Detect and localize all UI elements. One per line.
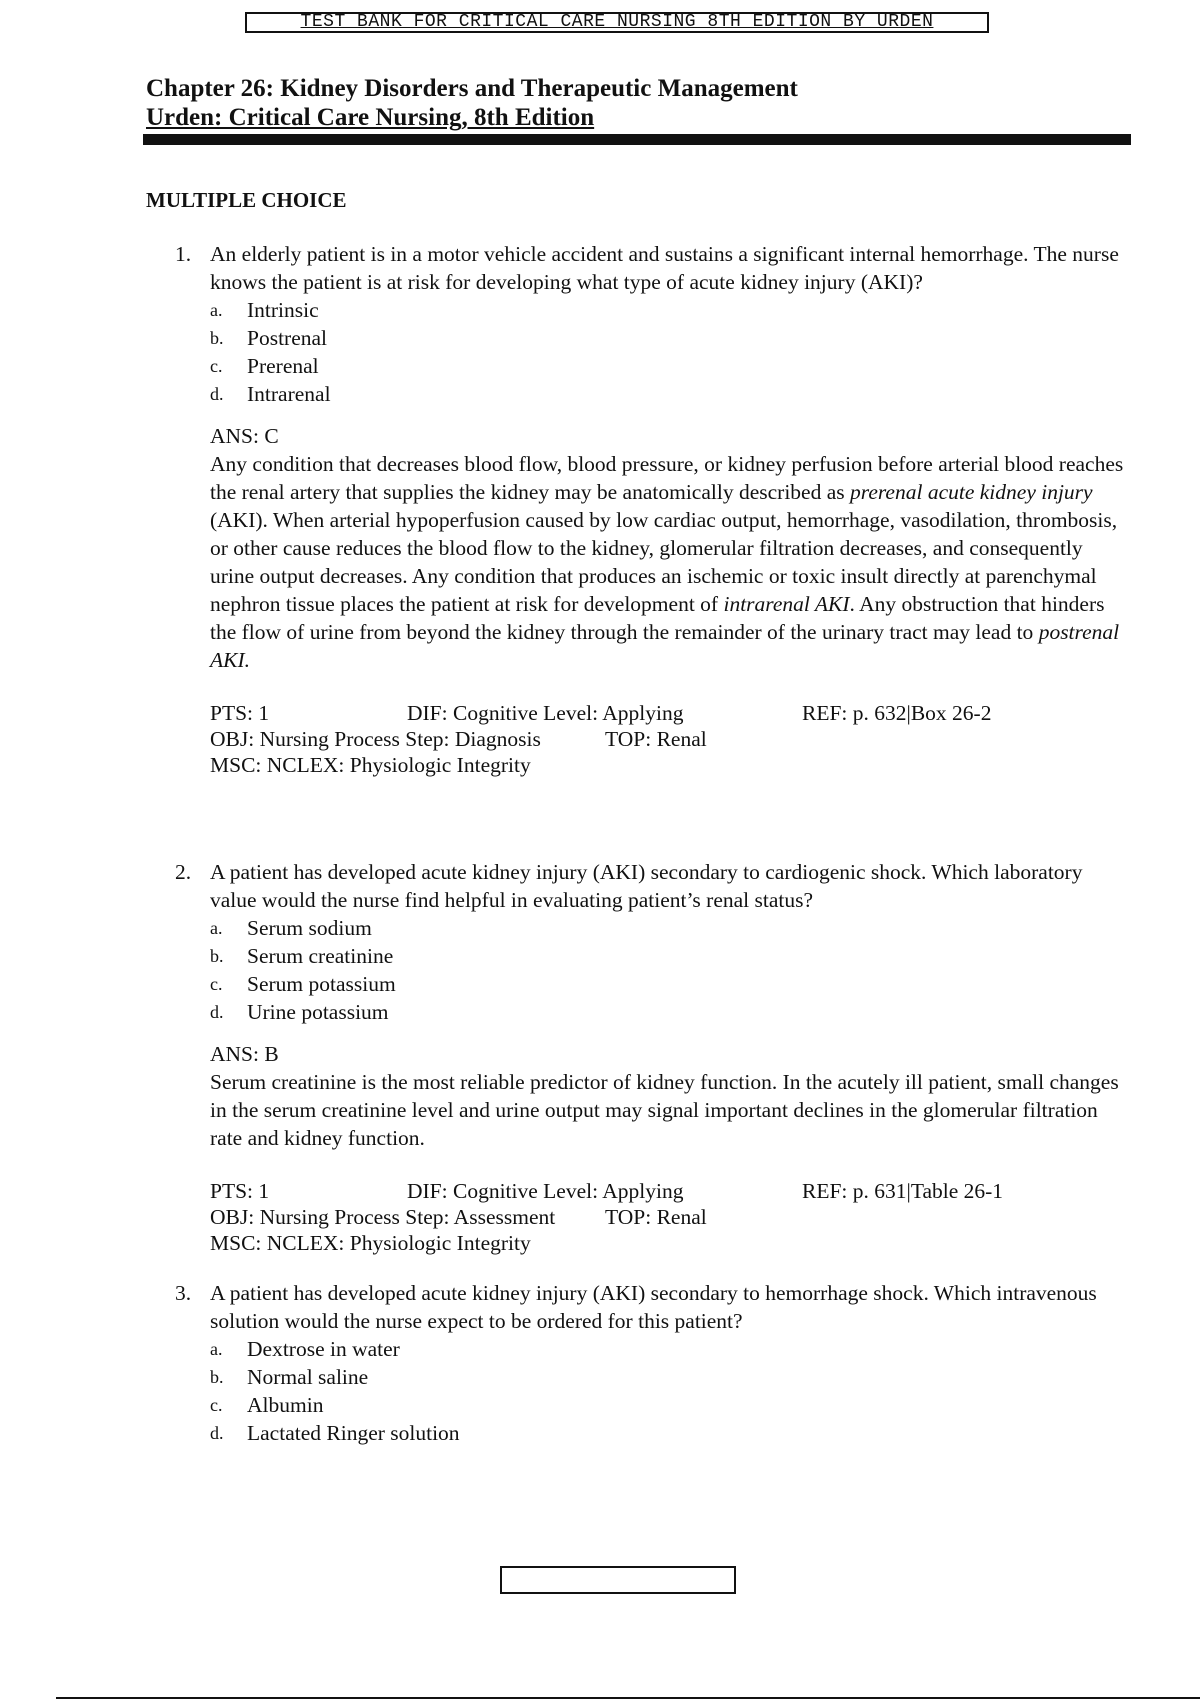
- question-metadata: [210, 1178, 1125, 1256]
- meta-pts: PTS: 1: [210, 1179, 270, 1203]
- option-letter: c.: [210, 356, 223, 376]
- option-letter: b.: [210, 328, 224, 348]
- question-metadata: [210, 700, 1125, 778]
- answer-key: ANS: C: [210, 424, 279, 448]
- question-2: [175, 858, 1125, 1256]
- option-letter: c.: [210, 1395, 223, 1415]
- answer-key: ANS: B: [210, 1042, 279, 1066]
- option-text: Albumin: [247, 1393, 324, 1417]
- option-text: Intrinsic: [247, 298, 319, 322]
- footer-rule: [56, 1697, 1200, 1699]
- chapter-title: Chapter 26: Kidney Disorders and Therapeutic Management: [146, 75, 798, 102]
- option-text: Urine potassium: [247, 1000, 389, 1024]
- answer-option: [210, 296, 1125, 324]
- answer-option: [210, 324, 1125, 352]
- option-text: Serum sodium: [247, 916, 372, 940]
- meta-msc: MSC: NCLEX: Physiologic Integrity: [210, 753, 531, 777]
- meta-top: TOP: Renal: [605, 1205, 707, 1229]
- answer-option: [210, 998, 1125, 1026]
- rationale: Any condition that decreases blood flow, blood pressure, or kidney perfusion before arterial blood reaches the renal artery that supplies the kidney may be anatomically described as prerenal acute kidney injury (AKI). When arterial hypoperfusion caused by low cardiac output, hemorrhage, vasodilation, thrombosis, or other cause reduces the blood flow to the kidney, glomerular filtration decreases, and consequently urine output decreases. Any condition that produces an ischemic or toxic insult directly at parenchymal nephron tissue places the patient at risk for development of intrarenal AKI. Any obstruction that hinders the flow of urine from beyond the kidney through the remainder of the urinary tract may lead to postrenal AKI.: [210, 452, 1124, 672]
- section-title: MULTIPLE CHOICE: [146, 188, 347, 212]
- meta-obj: OBJ: Nursing Process Step: Assessment: [210, 1205, 556, 1229]
- question-stem: An elderly patient is in a motor vehicle accident and sustains a significant internal hemorrhage. The nurse knows the patient is at risk for developing what type of acute kidney injury (AKI)?: [210, 242, 1119, 294]
- meta-dif: DIF: Cognitive Level: Applying: [407, 1179, 684, 1203]
- book-title: Urden: Critical Care Nursing, 8th Edition: [146, 104, 595, 131]
- question-3: [175, 1279, 1125, 1447]
- meta-ref: REF: p. 631|Table 26-1: [802, 1179, 1004, 1203]
- option-text: Lactated Ringer solution: [247, 1421, 460, 1445]
- option-text: Postrenal: [247, 326, 328, 350]
- option-text: Normal saline: [247, 1365, 369, 1389]
- answer-option: [210, 942, 1125, 970]
- answer-option: [210, 1335, 1125, 1363]
- question-1: [175, 240, 1125, 778]
- option-letter: a.: [210, 300, 223, 320]
- option-letter: a.: [210, 918, 223, 938]
- option-letter: b.: [210, 946, 224, 966]
- option-text: Dextrose in water: [247, 1337, 400, 1361]
- meta-pts: PTS: 1: [210, 701, 270, 725]
- answer-option: [210, 1419, 1125, 1447]
- option-text: Serum creatinine: [247, 944, 394, 968]
- footer-box: [500, 1566, 736, 1594]
- option-letter: d.: [210, 384, 224, 404]
- chapter-header: [146, 74, 798, 132]
- answer-option: [210, 1363, 1125, 1391]
- answer-option: [210, 352, 1125, 380]
- document-banner: TEST BANK FOR CRITICAL CARE NURSING 8TH EDITION BY URDEN: [245, 12, 989, 33]
- option-text: Intrarenal: [247, 382, 331, 406]
- rationale: Serum creatinine is the most reliable predictor of kidney function. In the acutely ill patient, small changes in the serum creatinine level and urine output may signal important declines in the glomerular filtration rate and kidney function.: [210, 1070, 1119, 1150]
- option-text: Serum potassium: [247, 972, 396, 996]
- question-number: 3.: [175, 1281, 192, 1305]
- question-stem: A patient has developed acute kidney injury (AKI) secondary to hemorrhage shock. Which intravenous solution would the nurse expect to be ordered for this patient?: [210, 1281, 1097, 1333]
- answer-option: [210, 1391, 1125, 1419]
- option-text: Prerenal: [247, 354, 319, 378]
- question-number: 1.: [175, 242, 192, 266]
- question-number: 2.: [175, 860, 192, 884]
- option-letter: d.: [210, 1423, 224, 1443]
- answer-option: [210, 914, 1125, 942]
- option-letter: a.: [210, 1339, 223, 1359]
- header-rule: [143, 134, 1131, 145]
- option-letter: b.: [210, 1367, 224, 1387]
- option-letter: d.: [210, 1002, 224, 1022]
- option-letter: c.: [210, 974, 223, 994]
- meta-msc: MSC: NCLEX: Physiologic Integrity: [210, 1231, 531, 1255]
- answer-option: [210, 380, 1125, 408]
- answer-option: [210, 970, 1125, 998]
- meta-obj: OBJ: Nursing Process Step: Diagnosis: [210, 727, 541, 751]
- meta-dif: DIF: Cognitive Level: Applying: [407, 701, 684, 725]
- meta-ref: REF: p. 632|Box 26-2: [802, 701, 992, 725]
- meta-top: TOP: Renal: [605, 727, 707, 751]
- question-stem: A patient has developed acute kidney injury (AKI) secondary to cardiogenic shock. Which laboratory value would the nurse find helpful in evaluating patient’s renal status?: [210, 860, 1083, 912]
